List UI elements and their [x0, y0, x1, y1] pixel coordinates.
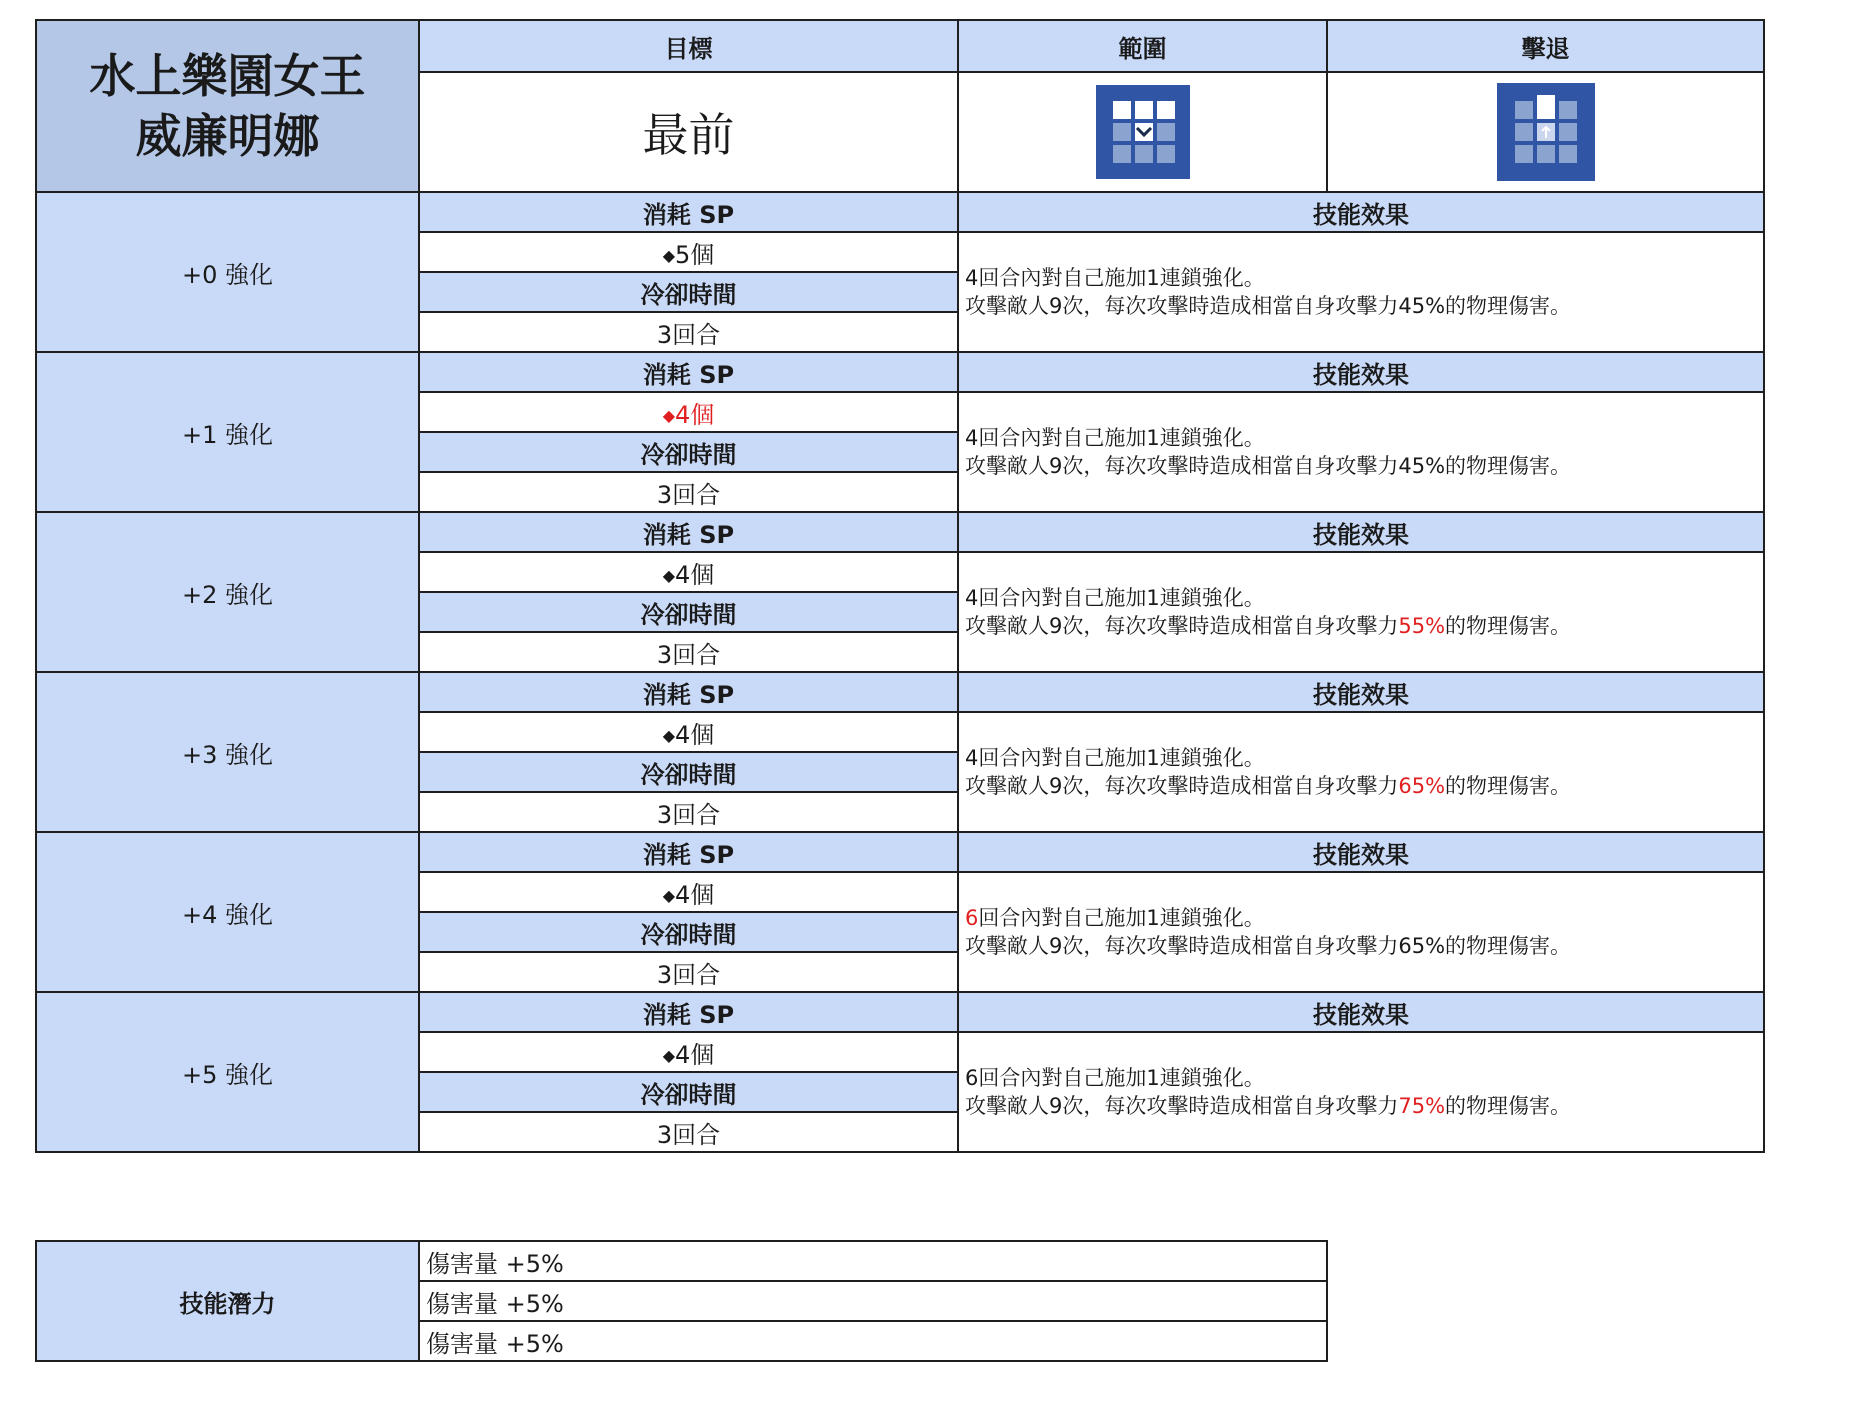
cooldown-value: 3回合: [419, 792, 958, 832]
potential-row-1: 傷害量 +5%: [419, 1241, 1327, 1281]
potential-label: 技能潛力: [36, 1241, 419, 1361]
effect-line-1: [965, 264, 1763, 292]
skill-effect-header: 技能效果: [958, 832, 1764, 872]
effect-highlight: 75%: [1398, 1094, 1446, 1118]
cooldown-value: 3回合: [419, 952, 958, 992]
effect-line-1: [965, 904, 1763, 932]
level-label: +2 強化: [36, 512, 419, 672]
knockback-cell: [1327, 72, 1764, 192]
range-grid-icon: [1096, 85, 1190, 179]
cooldown-header: 冷卻時間: [419, 272, 958, 312]
skill-effect-header: 技能效果: [958, 352, 1764, 392]
effect-highlight: 55%: [1398, 614, 1446, 638]
effect-line-2: [965, 932, 1763, 960]
skill-effect-text: [958, 392, 1764, 512]
effect-line-1: [965, 584, 1763, 612]
effect-text: 4回合內對自己施加1連鎖強化。: [965, 426, 1265, 450]
effect-line-2: [965, 612, 1763, 640]
sp-cost-text: 4個: [675, 560, 715, 589]
level-label: +1 強化: [36, 352, 419, 512]
effect-highlight: 6: [965, 906, 979, 930]
cooldown-value: 3回合: [419, 312, 958, 352]
sp-cost-value: [419, 872, 958, 912]
sp-cost-text: 4個: [675, 720, 715, 749]
diamond-icon: ◆: [662, 725, 676, 745]
sp-cost-value: [419, 232, 958, 272]
sp-cost-header: 消耗 SP: [419, 672, 958, 712]
target-header: 目標: [419, 20, 958, 72]
level-label: +4 強化: [36, 832, 419, 992]
sp-cost-value: [419, 1032, 958, 1072]
potential-row-3: 傷害量 +5%: [419, 1321, 1327, 1361]
range-cell: [958, 72, 1327, 192]
effect-text: 回合內對自己施加1連鎖強化。: [978, 906, 1265, 930]
cooldown-header: 冷卻時間: [419, 752, 958, 792]
cooldown-header: 冷卻時間: [419, 592, 958, 632]
effect-text: 的物理傷害。: [1445, 614, 1572, 638]
effect-text: 65%的物理傷害。: [1398, 934, 1572, 958]
sp-cost-header: 消耗 SP: [419, 352, 958, 392]
sp-cost-header: 消耗 SP: [419, 192, 958, 232]
sp-cost-value: [419, 392, 958, 432]
skill-effect-text: [958, 872, 1764, 992]
knockback-header: 擊退: [1327, 20, 1764, 72]
skill-effect-text: [958, 1032, 1764, 1152]
effect-text: 45%的物理傷害。: [1398, 454, 1572, 478]
cooldown-header: 冷卻時間: [419, 432, 958, 472]
skill-effect-text: [958, 232, 1764, 352]
effect-line-1: [965, 424, 1763, 452]
effect-text: 45%的物理傷害。: [1398, 294, 1572, 318]
diamond-icon: ◆: [662, 1045, 676, 1065]
potential-table: [35, 1240, 1328, 1362]
effect-line-1: [965, 1064, 1763, 1092]
effect-text: 攻擊敵人9次，每次攻擊時造成相當自身攻擊力: [965, 774, 1399, 798]
cooldown-header: 冷卻時間: [419, 1072, 958, 1112]
cooldown-value: 3回合: [419, 1112, 958, 1152]
cooldown-value: 3回合: [419, 632, 958, 672]
effect-text: 6回合內對自己施加1連鎖強化。: [965, 1066, 1265, 1090]
level-label: +5 強化: [36, 992, 419, 1152]
sp-cost-text: 4個: [675, 1040, 715, 1069]
skill-effect-header: 技能效果: [958, 672, 1764, 712]
sp-cost-header: 消耗 SP: [419, 512, 958, 552]
effect-text: 攻擊敵人9次，每次攻擊時造成相當自身攻擊力: [965, 294, 1399, 318]
skill-effect-text: [958, 552, 1764, 672]
target-value: 最前: [419, 72, 958, 192]
effect-text: 4回合內對自己施加1連鎖強化。: [965, 586, 1265, 610]
effect-text: 攻擊敵人9次，每次攻擊時造成相當自身攻擊力: [965, 1094, 1399, 1118]
character-name-line2: 威廉明娜: [135, 109, 320, 163]
potential-row-2: 傷害量 +5%: [419, 1281, 1327, 1321]
diamond-icon: ◆: [662, 565, 676, 585]
level-label: +3 強化: [36, 672, 419, 832]
effect-text: 攻擊敵人9次，每次攻擊時造成相當自身攻擊力: [965, 614, 1399, 638]
effect-line-2: [965, 772, 1763, 800]
effect-line-1: [965, 744, 1763, 772]
level-label: +0 強化: [36, 192, 419, 352]
sp-cost-text: 5個: [675, 240, 715, 269]
diamond-icon: ◆: [662, 405, 676, 425]
sp-cost-text: 4個: [675, 400, 715, 429]
cooldown-value: 3回合: [419, 472, 958, 512]
character-name: [36, 20, 419, 192]
skill-effect-text: [958, 712, 1764, 832]
effect-line-2: [965, 1092, 1763, 1120]
sp-cost-header: 消耗 SP: [419, 992, 958, 1032]
sp-cost-text: 4個: [675, 880, 715, 909]
cooldown-header: 冷卻時間: [419, 912, 958, 952]
range-header: 範圍: [958, 20, 1327, 72]
diamond-icon: ◆: [662, 245, 676, 265]
skill-table: [35, 19, 1765, 1153]
effect-line-2: [965, 292, 1763, 320]
knockback-grid-icon: [1497, 83, 1595, 181]
skill-effect-header: 技能效果: [958, 192, 1764, 232]
effect-text: 攻擊敵人9次，每次攻擊時造成相當自身攻擊力: [965, 454, 1399, 478]
skill-effect-header: 技能效果: [958, 992, 1764, 1032]
effect-text: 的物理傷害。: [1445, 774, 1572, 798]
skill-effect-header: 技能效果: [958, 512, 1764, 552]
diamond-icon: ◆: [662, 885, 676, 905]
sp-cost-value: [419, 712, 958, 752]
sp-cost-value: [419, 552, 958, 592]
effect-highlight: 65%: [1398, 774, 1446, 798]
effect-text: 攻擊敵人9次，每次攻擊時造成相當自身攻擊力: [965, 934, 1399, 958]
effect-text: 的物理傷害。: [1445, 1094, 1572, 1118]
effect-text: 4回合內對自己施加1連鎖強化。: [965, 266, 1265, 290]
effect-text: 4回合內對自己施加1連鎖強化。: [965, 746, 1265, 770]
effect-line-2: [965, 452, 1763, 480]
character-name-line1: 水上樂園女王: [89, 49, 366, 103]
sp-cost-header: 消耗 SP: [419, 832, 958, 872]
